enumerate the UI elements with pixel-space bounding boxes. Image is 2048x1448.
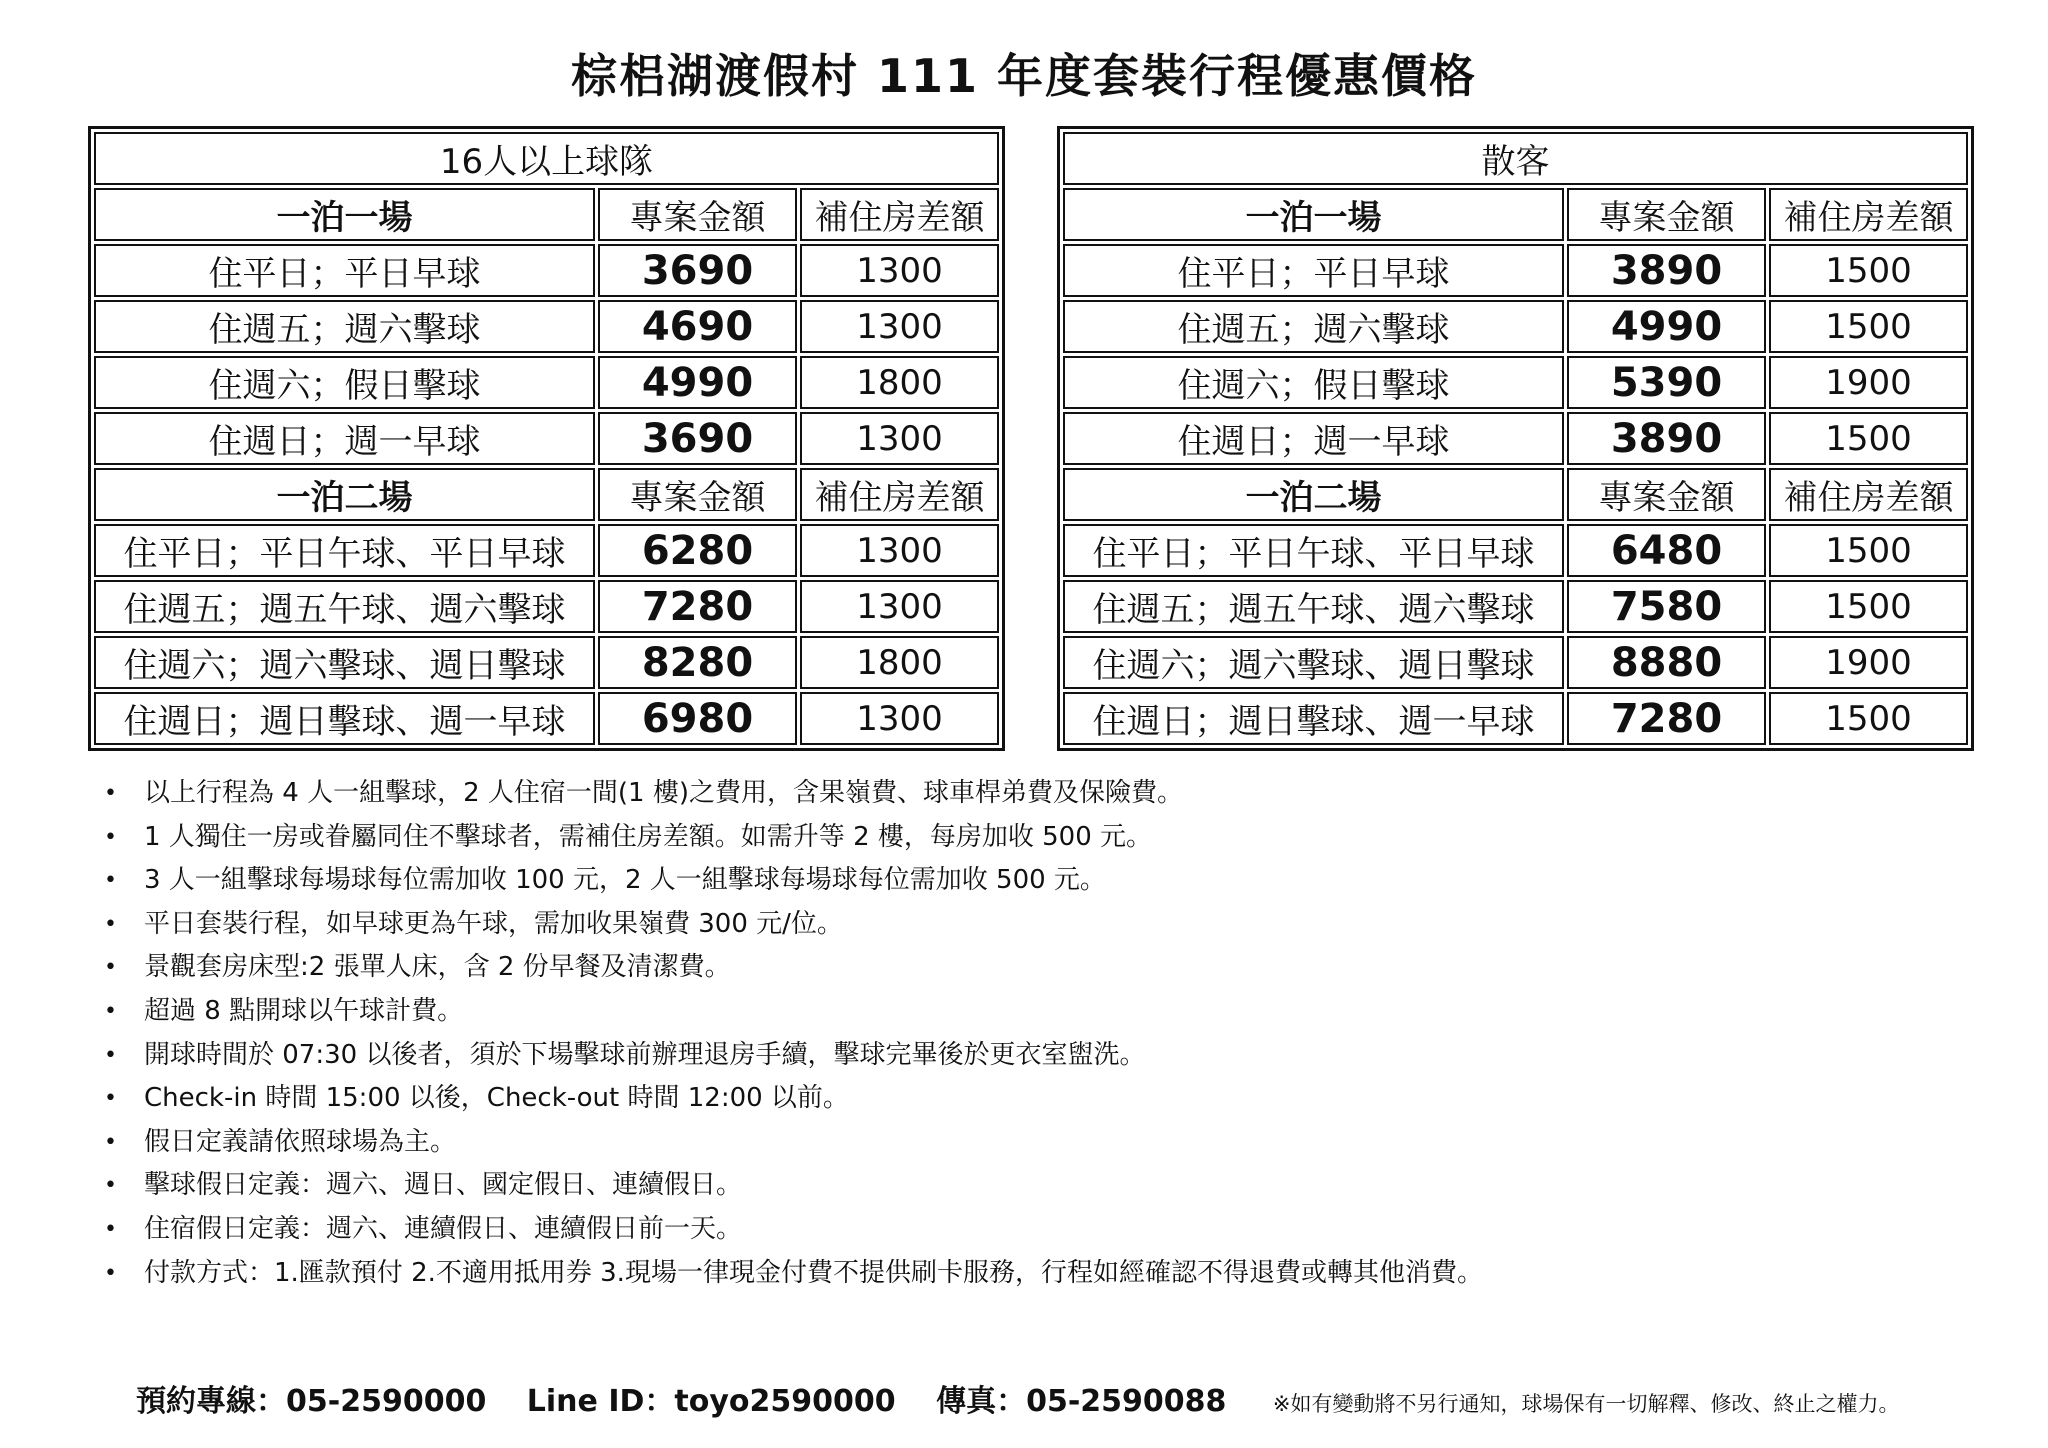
table-row [94, 524, 999, 577]
bullet-icon: • [104, 1042, 117, 1068]
price-cell: 5390 [1567, 356, 1766, 409]
list-item [96, 859, 1976, 903]
section-header-row [94, 188, 999, 241]
bullet-icon: • [104, 998, 117, 1024]
price-cell: 4690 [598, 300, 797, 353]
page-title: 棕梠湖渡假村 111 年度套裝行程優惠價格 [570, 49, 1478, 103]
price-cell: 7580 [1567, 580, 1766, 633]
route-cell: 住週五；週五午球、週六擊球 [94, 580, 595, 633]
price-cell: 7280 [1567, 692, 1766, 745]
list-item [96, 990, 1976, 1034]
price-column-header: 專案金額 [1567, 188, 1766, 241]
list-item [96, 816, 1976, 860]
price-table-team [88, 126, 1005, 751]
bullet-icon: • [104, 824, 117, 850]
diff-cell: 1900 [1769, 636, 1968, 689]
diff-cell: 1300 [800, 300, 999, 353]
bullet-icon: • [104, 1173, 117, 1199]
section-name: 一泊二場 [1063, 468, 1564, 521]
list-item [96, 1034, 1976, 1078]
note-text: 住宿假日定義：週六、連續假日、連續假日前一天。 [144, 1213, 743, 1244]
route-cell: 住週日；週一早球 [94, 412, 595, 465]
bullet-icon: • [104, 911, 117, 937]
diff-cell: 1300 [800, 692, 999, 745]
bullet-icon: • [104, 1216, 117, 1242]
fax-number: 傳真：05-2590088 [936, 1384, 1227, 1419]
note-text: 平日套裝行程，如早球更為午球，需加收果嶺費 300 元/位。 [144, 908, 843, 939]
price-cell: 6980 [598, 692, 797, 745]
note-text: 開球時間於 07:30 以後者，須於下場擊球前辦理退房手續，擊球完畢後於更衣室盥洗。 [144, 1039, 1146, 1070]
list-item [96, 1164, 1976, 1208]
bullet-icon: • [104, 868, 117, 894]
group-header-row [94, 132, 999, 185]
price-column-header: 專案金額 [1567, 468, 1766, 521]
table-row [94, 300, 999, 353]
price-cell: 7280 [598, 580, 797, 633]
price-cell: 8280 [598, 636, 797, 689]
table-row [1063, 356, 1968, 409]
price-cell: 3690 [598, 412, 797, 465]
table-row [94, 692, 999, 745]
diff-cell: 1500 [1769, 524, 1968, 577]
table-row [94, 636, 999, 689]
price-cell: 3890 [1567, 412, 1766, 465]
price-cell: 8880 [1567, 636, 1766, 689]
price-cell: 6280 [598, 524, 797, 577]
diff-column-header: 補住房差額 [1769, 188, 1968, 241]
route-cell: 住週五；週五午球、週六擊球 [1063, 580, 1564, 633]
footer [136, 1376, 1929, 1420]
note-text: 以上行程為 4 人一組擊球，2 人住宿一間(1 樓)之費用，含果嶺費、球車桿弟費及保險費。 [144, 778, 1183, 808]
note-text: 1 人獨住一房或眷屬同住不擊球者，需補住房差額。如需升等 2 樓，每房加收 500 元。 [144, 821, 1153, 852]
diff-cell: 1300 [800, 580, 999, 633]
diff-cell: 1800 [800, 356, 999, 409]
diff-cell: 1900 [1769, 356, 1968, 409]
price-column-header: 專案金額 [598, 468, 797, 521]
table-row [1063, 244, 1968, 297]
diff-cell: 1500 [1769, 412, 1968, 465]
bullet-icon: • [104, 955, 117, 981]
note-text: Check-in 時間 15:00 以後，Check-out 時間 12:00 以前。 [144, 1083, 849, 1114]
section-name: 一泊一場 [94, 188, 595, 241]
section-header-row [1063, 188, 1968, 241]
section-name: 一泊二場 [94, 468, 595, 521]
group-name: 16人以上球隊 [94, 132, 999, 185]
route-cell: 住平日；平日早球 [1063, 244, 1564, 297]
note-text: 景觀套房床型:2 張單人床，含 2 份早餐及清潔費。 [144, 952, 731, 983]
table-row [94, 580, 999, 633]
price-cell: 4990 [1567, 300, 1766, 353]
table-row [1063, 412, 1968, 465]
diff-column-header: 補住房差額 [1769, 468, 1968, 521]
route-cell: 住週六；週六擊球、週日擊球 [1063, 636, 1564, 689]
list-item [96, 1121, 1976, 1165]
table-row [94, 244, 999, 297]
list-item [96, 946, 1976, 990]
route-cell: 住週日；週一早球 [1063, 412, 1564, 465]
table-row [1063, 636, 1968, 689]
reservation-line: 預約專線：05-2590000 [136, 1384, 487, 1419]
list-item [96, 772, 1976, 816]
diff-cell: 1500 [1769, 300, 1968, 353]
section-header-row [94, 468, 999, 521]
group-name: 散客 [1063, 132, 1968, 185]
table-row [1063, 300, 1968, 353]
note-text: 假日定義請依照球場為主。 [144, 1126, 457, 1157]
route-cell: 住週日；週日擊球、週一早球 [94, 692, 595, 745]
diff-cell: 1500 [1769, 692, 1968, 745]
diff-cell: 1800 [800, 636, 999, 689]
table-row [1063, 524, 1968, 577]
diff-cell: 1300 [800, 244, 999, 297]
line-id: Line ID：toyo2590000 [526, 1384, 896, 1419]
diff-cell: 1300 [800, 524, 999, 577]
note-text: 3 人一組擊球每場球每位需加收 100 元，2 人一組擊球每場球每位需加收 500 元。 [144, 865, 1106, 896]
diff-cell: 1300 [800, 412, 999, 465]
route-cell: 住週六；假日擊球 [1063, 356, 1564, 409]
group-header-row [1063, 132, 1968, 185]
route-cell: 住平日；平日午球、平日早球 [1063, 524, 1564, 577]
bullet-icon: • [104, 1086, 117, 1112]
list-item [96, 1077, 1976, 1121]
section-header-row [1063, 468, 1968, 521]
route-cell: 住週六；假日擊球 [94, 356, 595, 409]
note-text: 超過 8 點開球以午球計費。 [144, 995, 464, 1026]
route-cell: 住週六；週六擊球、週日擊球 [94, 636, 595, 689]
list-item [96, 903, 1976, 947]
bullet-icon: • [104, 781, 117, 806]
diff-column-header: 補住房差額 [800, 188, 999, 241]
notes-list [96, 772, 1976, 1295]
table-row [1063, 580, 1968, 633]
diff-column-header: 補住房差額 [800, 468, 999, 521]
note-text: 付款方式：1.匯款預付 2.不適用抵用券 3.現場一律現金付費不提供刷卡服務，行程如經確認不得退費或轉其他消費。 [144, 1257, 1483, 1288]
bullet-icon: • [104, 1260, 117, 1286]
diff-cell: 1500 [1769, 244, 1968, 297]
price-cell: 6480 [1567, 524, 1766, 577]
price-cell: 3890 [1567, 244, 1766, 297]
route-cell: 住平日；平日早球 [94, 244, 595, 297]
bullet-icon: • [104, 1129, 117, 1155]
section-name: 一泊一場 [1063, 188, 1564, 241]
route-cell: 住週日；週日擊球、週一早球 [1063, 692, 1564, 745]
price-table-individual [1057, 126, 1974, 751]
diff-cell: 1500 [1769, 580, 1968, 633]
price-column-header: 專案金額 [598, 188, 797, 241]
disclaimer: ※如有變動將不另行通知，球場保有一切解釋、修改、終止之權力。 [1272, 1392, 1900, 1416]
table-row [1063, 692, 1968, 745]
list-item [96, 1252, 1976, 1296]
table-row [94, 412, 999, 465]
table-row [94, 356, 999, 409]
price-cell: 3690 [598, 244, 797, 297]
price-cell: 4990 [598, 356, 797, 409]
list-item [96, 1208, 1976, 1252]
note-text: 擊球假日定義：週六、週日、國定假日、連續假日。 [144, 1170, 743, 1201]
route-cell: 住平日；平日午球、平日早球 [94, 524, 595, 577]
route-cell: 住週五；週六擊球 [94, 300, 595, 353]
route-cell: 住週五；週六擊球 [1063, 300, 1564, 353]
